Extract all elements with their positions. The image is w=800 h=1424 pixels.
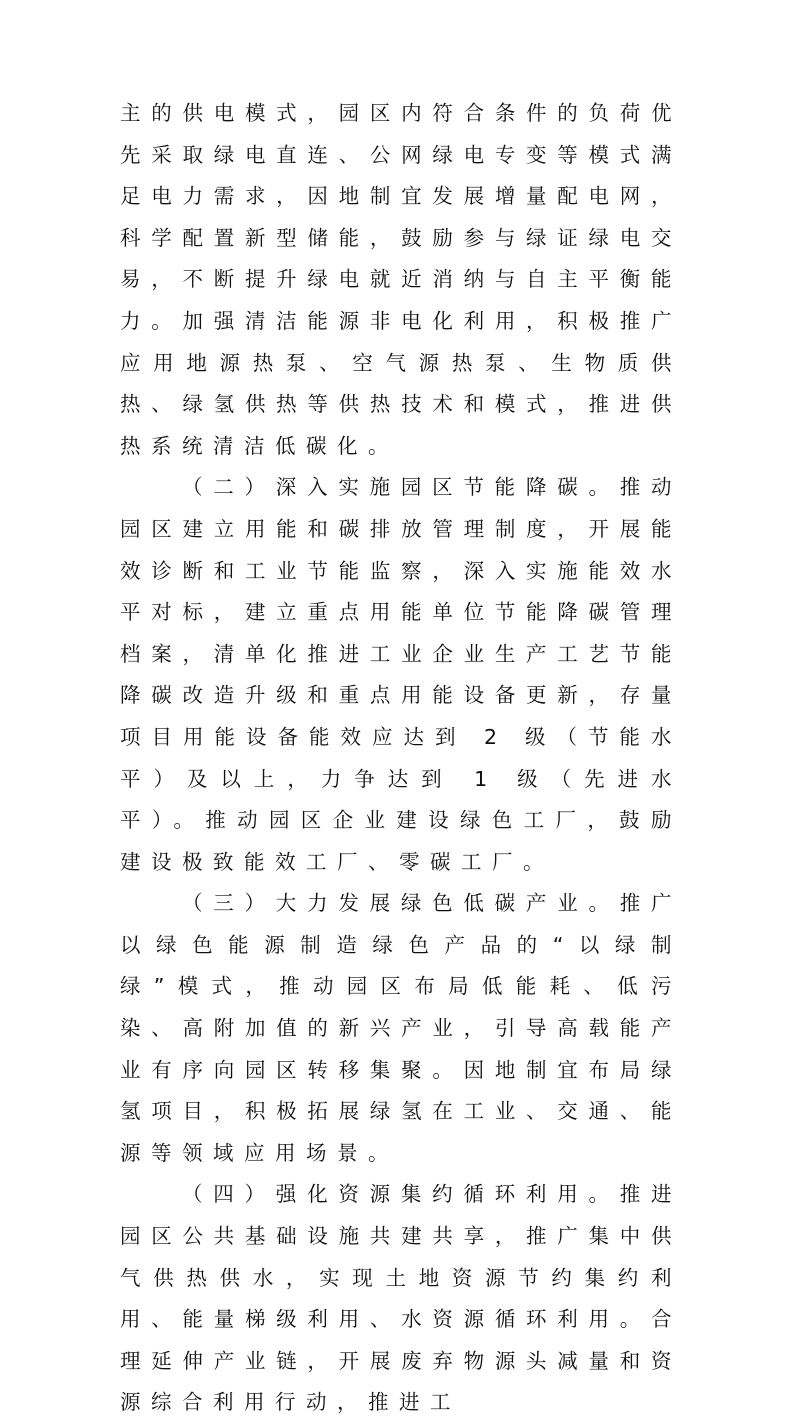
paragraph-energy-saving: （二）深入实施园区节能降碳。推动园区建立用能和碳排放管理制度，开展能效诊断和工业节能监察，深入实施能效水平对标，建立重点用能单位节能降碳管理档案，清单化推进工业企业生产工艺节能降碳改造升级和重点用能设备更新，存量项目用能设备能效应达到 2 级（节能水平）及以上，力争达到 1 级（先进水平）。推动园区企业建设绿色工厂，鼓励建设极致能效工厂、零碳工厂。 [120, 475, 682, 874]
paragraph-green-power-supply: 主的供电模式，园区内符合条件的负荷优先采取绿电直连、公网绿电专变等模式满足电力需求，因地制宜发展增量配电网，科学配置新型储能，鼓励参与绿证绿电交易，不断提升绿电就近消纳与自主平衡能力。加强清洁能源非电化利用，积极推广应用地源热泵、空气源热泵、生物质供热、绿氢供热等供热技术和模式，推进供热系统清洁低碳化。 [120, 101, 682, 458]
paragraph-resource-recycling: （四）强化资源集约循环利用。推进园区公共基础设施共建共享，推广集中供气供热供水，实现土地资源节约集约利用、能量梯级利用、水资源循环利用。合理延伸产业链，开展废弃物源头减量和资源综合利用行动，推进工 [120, 1182, 682, 1415]
paragraph-green-industry: （三）大力发展绿色低碳产业。推广以绿色能源制造绿色产品的“以绿制绿”模式，推动园区布局低能耗、低污染、高附加值的新兴产业，引导高载能产业有序向园区转移集聚。因地制宜布局绿氢项目，积极拓展绿氢在工业、交通、能源等领域应用场景。 [120, 891, 682, 1165]
document-page [120, 93, 682, 1424]
